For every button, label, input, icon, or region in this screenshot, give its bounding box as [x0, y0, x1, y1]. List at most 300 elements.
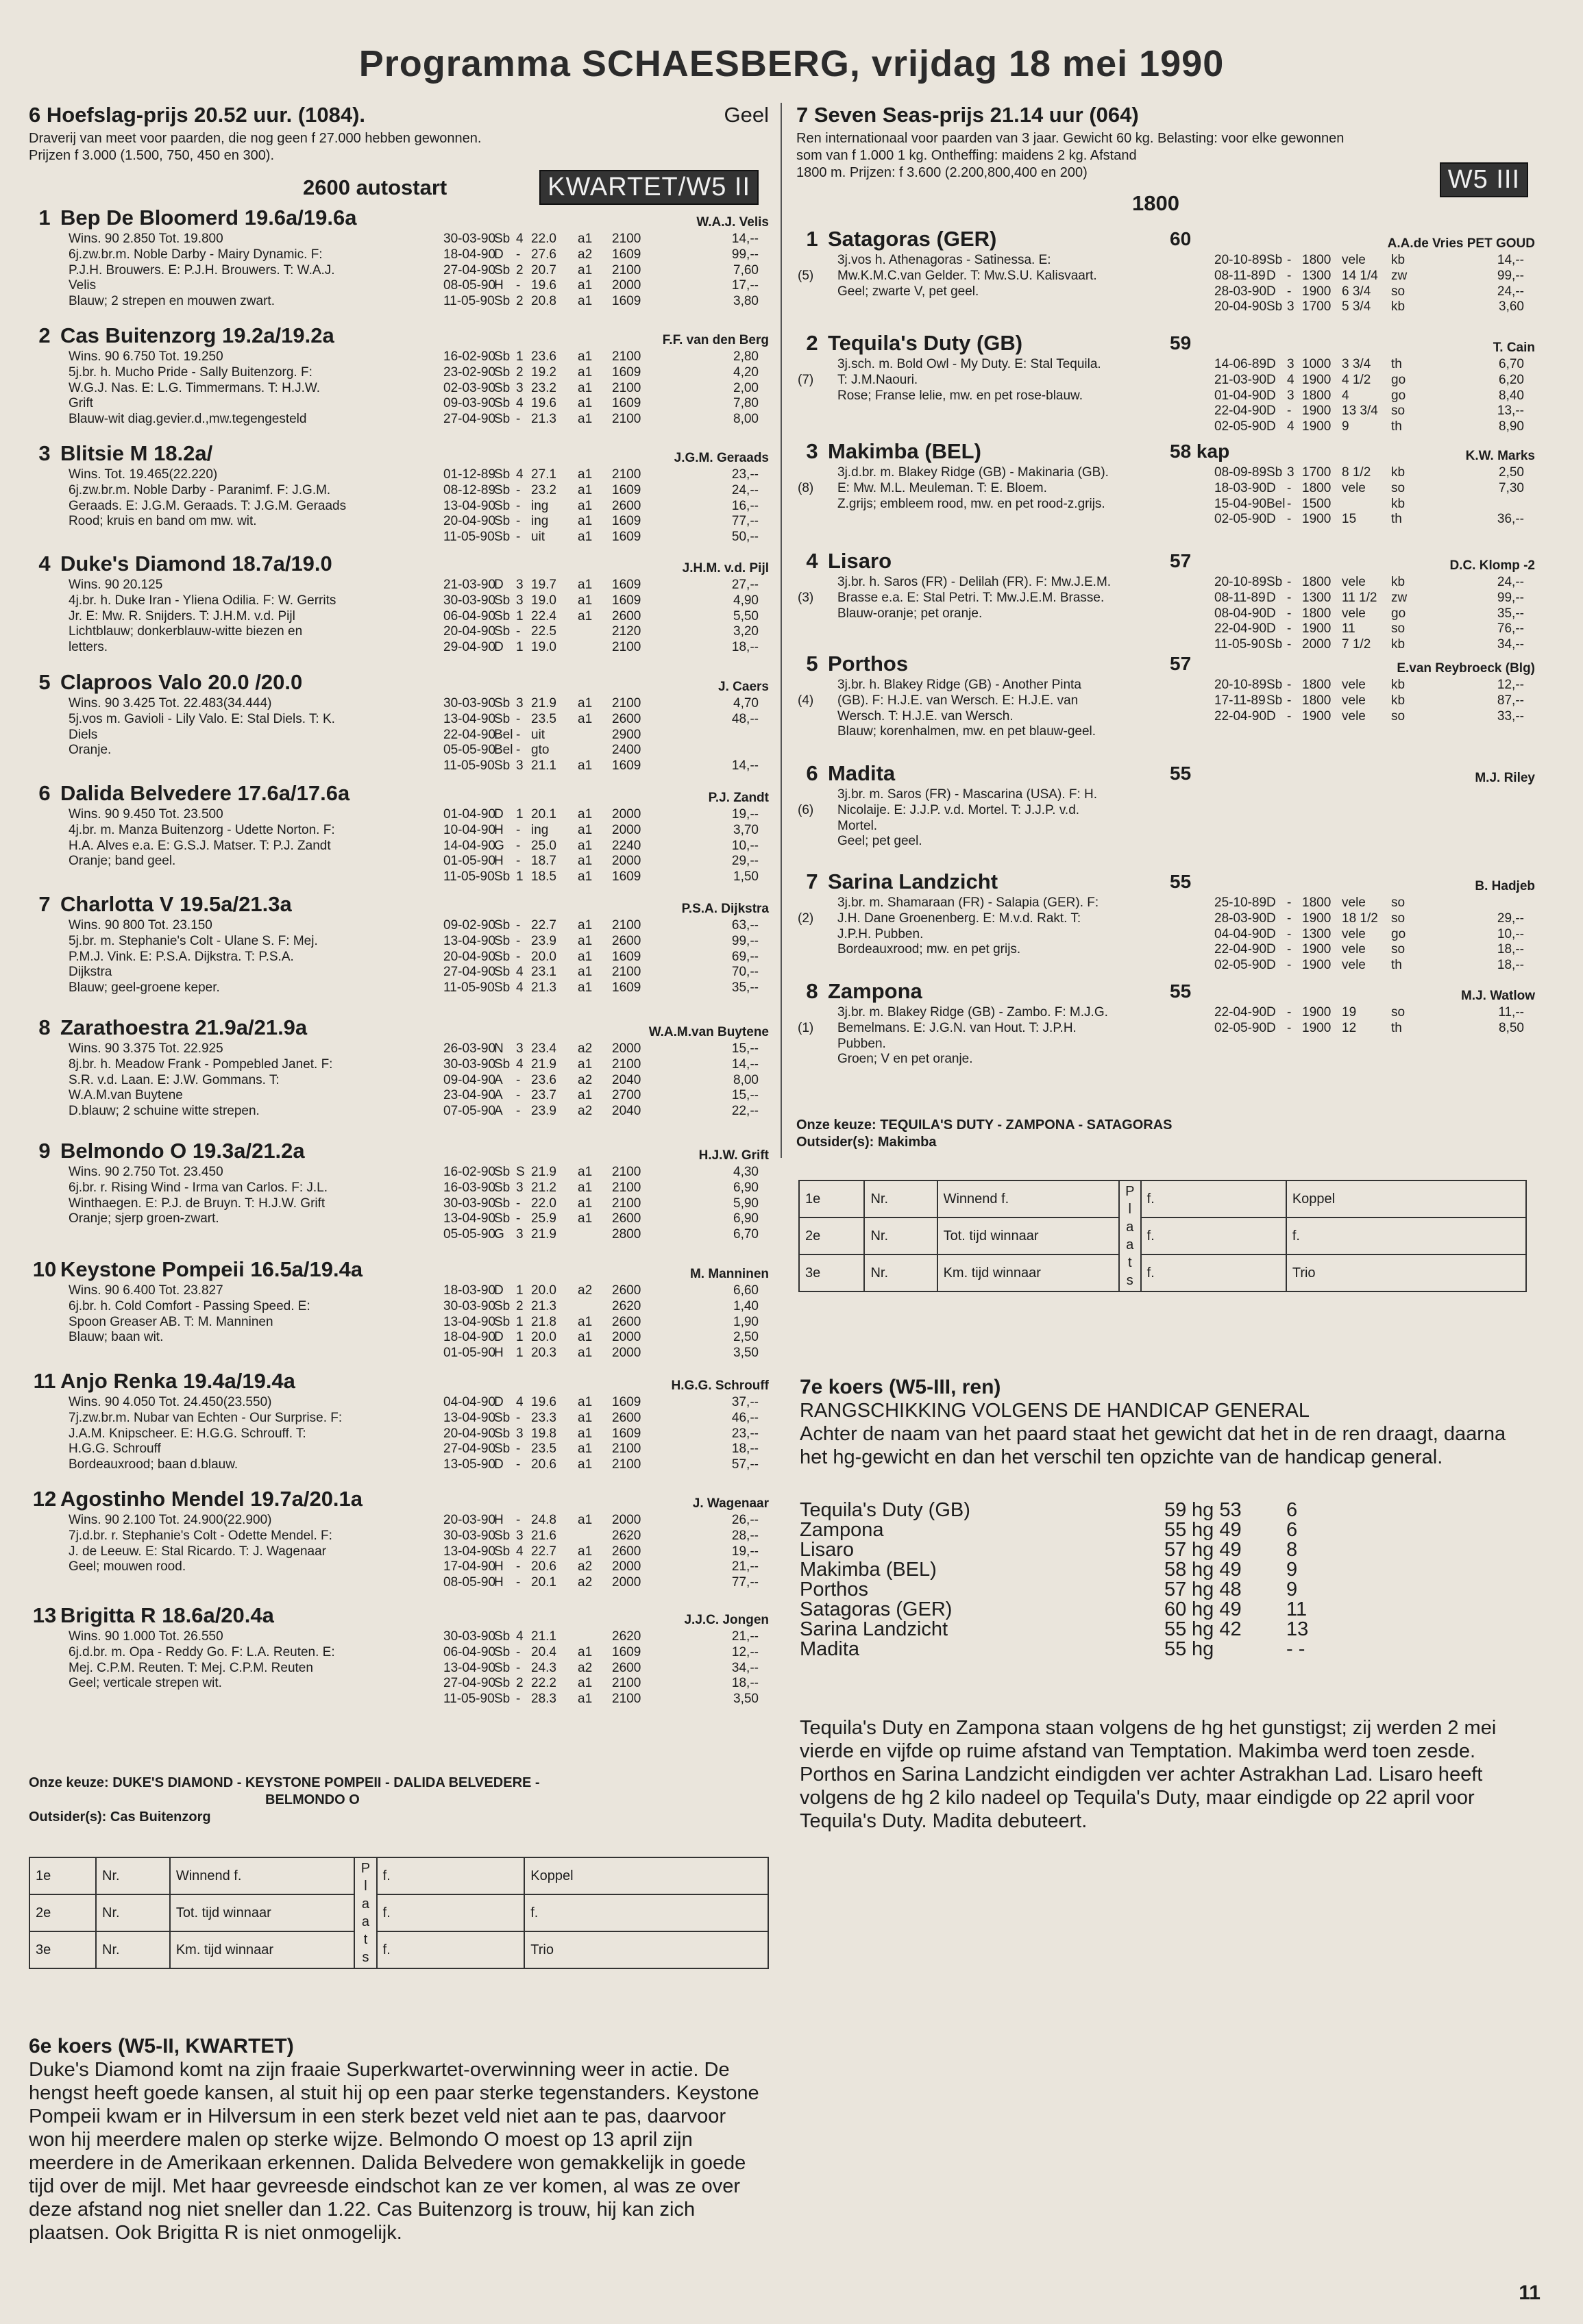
form-cell: 21,-- [731, 1559, 759, 1574]
form-cell: - [516, 918, 521, 932]
form-cell: Sb [494, 1180, 511, 1195]
horse-info-line: 3j.sch. m. Bold Owl - My Duty. E: Stal Tequila. [837, 357, 1101, 371]
form-cell: 3,20 [733, 624, 759, 639]
horse-info-line: 3j.br. h. Blakey Ridge (GB) - Another Pinta [837, 678, 1081, 692]
form-cell: D [1266, 388, 1276, 403]
form-cell: a1 [578, 412, 593, 427]
form-cell: 15,-- [731, 1041, 759, 1056]
form-cell: 13-05-90 [443, 1457, 496, 1472]
form-cell: 22,-- [731, 1104, 759, 1119]
horse-entry [29, 1369, 769, 1482]
form-cell: 22-04-90 [1214, 621, 1267, 636]
form-cell: 19.7 [531, 578, 556, 592]
horse-name [29, 552, 332, 576]
horse-info-line: Wins. 90 20.125 [69, 578, 163, 592]
horse-name [29, 1487, 363, 1511]
horse-entry [29, 1487, 769, 1600]
form-row [443, 1513, 765, 1529]
form-cell: - [516, 949, 521, 964]
horse-title: Makimba (BEL) [828, 439, 981, 463]
form-cell: Sb [494, 482, 511, 497]
form-cell: 3 [516, 578, 524, 592]
form-row [443, 854, 765, 869]
form-cell: 2100 [612, 1196, 641, 1211]
horse-title: Claproos Valo 20.0 /20.0 [60, 670, 303, 694]
form-row [1214, 1005, 1530, 1021]
form-row [443, 1283, 765, 1299]
form-cell: a2 [578, 1660, 593, 1675]
form-cell: th [1391, 512, 1402, 527]
form-row [443, 980, 765, 996]
form-cell: 50,-- [731, 530, 759, 545]
form-cell: - [1287, 512, 1292, 527]
form-cell: - [1287, 1020, 1292, 1035]
form-row [443, 499, 765, 515]
horse-number: 13 [32, 1603, 57, 1627]
horse-info-line: Blauw; geel-groene keper. [69, 980, 220, 996]
form-cell: - [1287, 496, 1292, 511]
horse-title: Cas Buitenzorg 19.2a/19.2a [60, 323, 334, 347]
horse-info [69, 1629, 335, 1692]
form-cell: 2600 [612, 1283, 641, 1298]
horse-info-line: Wins. 90 800 Tot. 23.150 [69, 918, 212, 932]
form-cell: go [1391, 606, 1406, 621]
horse-entry [29, 1139, 769, 1252]
horse-post-position: (7) [798, 373, 814, 387]
form-cell: 2100 [612, 1165, 641, 1179]
horse-trainer: J.G.M. Geraads [674, 451, 769, 465]
form-cell: 22.2 [531, 1676, 556, 1691]
form-cell: 15,-- [731, 1088, 759, 1103]
form-cell: Sb [494, 949, 511, 964]
form-cell: 3 [1287, 299, 1294, 314]
form-cell: 34,-- [731, 1660, 759, 1675]
form-row [443, 593, 765, 609]
form-row [1214, 958, 1530, 974]
form-cell: 14,-- [731, 232, 759, 246]
horse-info-line: T: J.M.Naouri. [837, 372, 918, 387]
form-cell: 25.0 [531, 838, 556, 853]
form-cell: S [516, 1165, 525, 1179]
form-row [443, 839, 765, 854]
form-cell: 02-05-90 [1214, 512, 1267, 527]
form-row [443, 1104, 765, 1120]
horse-name [796, 652, 908, 676]
race7-analysis-intro: Achter de naam van het paard staat het gewicht dat het in de ren draagt, daarna het hg-gewicht en dan het verschil ten opzichte van de handicap general. [800, 1423, 1506, 1468]
horse-info-line: Bordeauxrood; baan d.blauw. [69, 1457, 238, 1472]
form-row [443, 869, 765, 885]
horse-info-line: Groen; V en pet oranje. [837, 1052, 973, 1067]
form-cell: 1300 [1302, 268, 1332, 283]
form-cell: a2 [578, 1575, 593, 1590]
form-cell: - [516, 624, 521, 639]
form-row [443, 1315, 765, 1331]
form-cell: 07-05-90 [443, 1104, 496, 1119]
form-cell: 2000 [612, 807, 641, 821]
form-row [443, 965, 765, 980]
horse-info-line: Oranje; band geel. [69, 854, 176, 869]
handicap-diff: - - [1286, 1638, 1305, 1660]
handicap-diff: 9 [1286, 1579, 1298, 1600]
form-cell: 3,60 [1499, 299, 1524, 314]
horse-form [1214, 575, 1530, 653]
handicap-row [800, 1499, 1298, 1521]
form-cell: - [516, 1211, 521, 1226]
form-cell: so [1391, 404, 1406, 419]
form-cell: vele [1342, 926, 1366, 941]
handicap-weight: 55 [1164, 1519, 1187, 1541]
bet-field [524, 1857, 768, 1894]
form-row [443, 514, 765, 530]
form-cell: 20.6 [531, 1457, 556, 1472]
horse-info-line: 5j.br. h. Mucho Pride - Sally Buitenzorg. F: [69, 364, 312, 380]
form-cell: 25-10-89 [1214, 895, 1267, 910]
form-cell: 21.1 [531, 758, 556, 774]
form-cell: a1 [578, 482, 593, 497]
form-cell: 2000 [612, 1513, 641, 1527]
outsider-value: Cas Buitenzorg [110, 1809, 211, 1825]
bet-field [524, 1931, 768, 1968]
horse-entry [29, 441, 769, 554]
handicap-horse: Lisaro [800, 1539, 854, 1561]
form-cell: 02-03-90 [443, 380, 496, 395]
form-cell: 24,-- [1497, 575, 1524, 589]
form-cell: - [516, 743, 521, 758]
horse-info [69, 349, 320, 428]
form-cell: 2100 [612, 1676, 641, 1691]
outsider-label: Outsider(s): [29, 1809, 107, 1825]
form-cell: 13-04-90 [443, 498, 496, 513]
form-row [443, 609, 765, 625]
form-cell: Sb [494, 349, 511, 364]
horse-info-line: Velis [69, 278, 97, 293]
column-divider [781, 103, 782, 1158]
horse-info-line: 3j.vos h. Athenagoras - Satinessa. E: [837, 253, 1051, 267]
form-row [1214, 927, 1530, 943]
form-cell: 2100 [612, 380, 641, 395]
form-row [443, 1330, 765, 1346]
form-cell: 1800 [1302, 480, 1332, 495]
form-cell: 21-03-90 [1214, 372, 1267, 387]
form-cell: 3,50 [733, 1346, 759, 1361]
form-row [443, 381, 765, 397]
form-cell: 17,-- [731, 278, 759, 293]
form-cell: 28-03-90 [1214, 284, 1267, 299]
handicap-horse: Porthos [800, 1579, 868, 1600]
form-cell: zw [1391, 590, 1408, 605]
form-cell: a1 [578, 1180, 593, 1195]
handicap-diff: 8 [1286, 1539, 1298, 1561]
form-cell: 04-04-90 [1214, 926, 1267, 941]
koppel-label: Koppel [1292, 1191, 1336, 1207]
handicap-row [800, 1618, 1309, 1640]
form-cell: 08-11-89 [1214, 590, 1266, 605]
form-cell: 77,-- [731, 1575, 759, 1590]
form-cell: a1 [578, 965, 593, 980]
race7-our-choice [796, 1117, 1535, 1151]
horse-info-line: Wersch. T: H.J.E. van Wersch. [837, 708, 1014, 724]
horse-title: Charlotta V 19.5a/21.3a [60, 892, 292, 916]
form-cell: a2 [578, 1559, 593, 1574]
handicap-row [800, 1519, 1298, 1541]
handicap-row [800, 1539, 1298, 1561]
form-cell: 6,70 [1499, 357, 1524, 371]
form-cell: 26-03-90 [443, 1041, 496, 1056]
form-row [443, 349, 765, 365]
form-cell: 8,00 [733, 412, 759, 427]
form-row [443, 950, 765, 965]
form-row [443, 1395, 765, 1411]
form-cell: 19,-- [731, 807, 759, 821]
form-cell: D [1266, 590, 1276, 605]
form-cell: 27-04-90 [443, 1442, 496, 1457]
horse-name [796, 979, 922, 1004]
form-cell: A [494, 1104, 503, 1119]
form-cell: 1900 [1302, 1005, 1332, 1019]
horse-trainer: W.A.J. Velis [696, 215, 769, 230]
form-cell: a1 [578, 294, 593, 309]
form-cell: 34,-- [1497, 637, 1524, 652]
form-cell: Sb [1266, 637, 1283, 652]
form-cell: D [1266, 357, 1276, 371]
race6-description [29, 130, 769, 164]
form-cell: 4 [516, 1629, 524, 1644]
form-cell: Sb [494, 1528, 511, 1543]
form-cell: 4 [516, 1056, 524, 1072]
horse-entry [796, 979, 1535, 1082]
horse-info-line: Z.grijs; embleem rood, mw. en pet rood-z.grijs. [837, 496, 1105, 511]
form-cell: Sb [494, 1644, 511, 1659]
form-row [443, 1457, 765, 1473]
form-cell: - [1287, 693, 1292, 708]
form-cell: 06-04-90 [443, 608, 496, 623]
form-cell: a1 [578, 869, 593, 885]
form-cell: 27-04-90 [443, 965, 496, 980]
horse-entry [796, 227, 1535, 330]
horse-title: Keystone Pompeii 16.5a/19.4a [60, 1257, 363, 1281]
race7-analysis-title: 7e koers (W5-III, ren) [800, 1376, 1001, 1398]
horse-info [69, 467, 346, 530]
form-cell: 13-04-90 [443, 1314, 496, 1329]
form-cell: 35,-- [731, 980, 759, 996]
form-cell: 22.0 [531, 1196, 556, 1211]
race7-bet-badge: W5 III [1440, 162, 1528, 197]
form-cell: 33,-- [1497, 708, 1524, 724]
horse-info-line: Geel; zwarte V, pet geel. [837, 284, 979, 299]
form-cell: Sb [1266, 575, 1283, 589]
horse-title: Porthos [828, 652, 909, 676]
page-number: 11 [1519, 2282, 1541, 2304]
form-cell: 23.3 [531, 1410, 556, 1425]
race6-our-choice [29, 1775, 769, 1826]
form-cell: vele [1342, 708, 1366, 724]
form-row [1214, 621, 1530, 637]
form-cell: 14,-- [731, 1056, 759, 1072]
handicap-hg: hg 49 [1192, 1539, 1242, 1561]
horse-form [443, 1283, 765, 1361]
form-cell: a2 [578, 1104, 593, 1119]
form-cell: 1609 [612, 482, 641, 497]
horse-info-line: Rose; Franse lelie, mw. en pet rose-blauw. [837, 388, 1083, 403]
race7-title: 7 Seven Seas-prijs 21.14 uur (064) [796, 103, 1139, 127]
handicap-hg: hg 53 [1192, 1499, 1242, 1521]
race7-result-form [798, 1180, 1527, 1286]
horse-title: Agostinho Mendel 19.7a/20.1a [60, 1487, 363, 1511]
form-cell: vele [1342, 693, 1366, 708]
horse-info-line: J.H. Dane Groenenberg. E: M.v.d. Rakt. T: [837, 911, 1081, 926]
form-cell: 21.9 [531, 1056, 556, 1072]
horse-form [1214, 357, 1530, 435]
form-cell: Sb [494, 364, 511, 380]
horse-info [837, 253, 1097, 299]
form-cell: Sb [494, 608, 511, 623]
form-cell: - [1287, 895, 1292, 910]
form-cell: Sb [494, 1056, 511, 1072]
form-cell: 01-04-90 [1214, 388, 1267, 403]
form-cell: Sb [1266, 253, 1283, 267]
form-cell: 1,40 [733, 1298, 759, 1313]
form-cell: 20-04-90 [443, 1426, 496, 1441]
handicap-weight: 59 [1164, 1499, 1187, 1521]
form-cell: 5,50 [733, 608, 759, 623]
form-cell: vele [1342, 480, 1366, 495]
horse-name [29, 670, 302, 695]
form-cell: 4 [516, 396, 524, 411]
form-cell: Sb [494, 933, 511, 948]
form-cell: 1900 [1302, 284, 1332, 299]
horse-title: Tequila's Duty (GB) [828, 331, 1023, 355]
form-cell: Sb [494, 1211, 511, 1226]
form-cell: 1700 [1302, 299, 1332, 314]
form-cell: 3 [516, 758, 524, 774]
form-cell: a1 [578, 1513, 593, 1527]
form-row [443, 712, 765, 728]
horse-info-line: Wins. 90 6.400 Tot. 23.827 [69, 1283, 223, 1298]
form-cell: - [1287, 404, 1292, 419]
form-cell: 1609 [612, 593, 641, 608]
horse-title: Lisaro [828, 549, 892, 573]
form-cell: Sb [494, 1314, 511, 1329]
horse-weight: 60 [1170, 228, 1192, 249]
form-cell: a1 [578, 854, 593, 869]
form-cell: 16-02-90 [443, 1165, 496, 1179]
horse-entry [796, 869, 1535, 972]
plaats-label: P l a a t s [1119, 1180, 1141, 1291]
horse-post-position: (2) [798, 911, 814, 926]
horse-info-line: Wins. 90 4.050 Tot. 24.450(23.550) [69, 1395, 272, 1409]
form-cell: 2000 [612, 1559, 641, 1574]
form-cell: a1 [578, 1395, 593, 1409]
form-cell: 63,-- [731, 918, 759, 932]
form-row [443, 1692, 765, 1707]
form-cell: 23-04-90 [443, 1088, 496, 1103]
horse-name [29, 892, 292, 917]
horse-info-line: Bordeauxrood; mw. en pet grijs. [837, 942, 1021, 957]
form-row [443, 823, 765, 839]
form-cell: D [1266, 512, 1276, 527]
form-cell: 23.4 [531, 1041, 556, 1056]
form-row [1214, 404, 1530, 419]
form-cell: 17-04-90 [443, 1559, 496, 1574]
form-cell: 30-03-90 [443, 696, 496, 710]
form-cell: - [516, 711, 521, 726]
form-cell: 13 3/4 [1342, 404, 1378, 419]
horse-weight: 55 [1170, 980, 1192, 1002]
form-cell: 23,-- [731, 1426, 759, 1441]
bet-field [1286, 1254, 1526, 1291]
form-cell: 2120 [612, 624, 641, 639]
form-cell: a1 [578, 514, 593, 529]
form-cell: 5,90 [733, 1196, 759, 1211]
form-cell: 18,-- [731, 1676, 759, 1691]
form-cell: 1 [516, 640, 524, 655]
form-cell: 4 [1342, 388, 1349, 403]
form-row [443, 1411, 765, 1426]
form-cell: 48,-- [731, 711, 759, 726]
form-cell: - [516, 482, 521, 497]
horse-info-line: S.R. v.d. Laan. E: J.W. Gommans. T: [69, 1072, 280, 1087]
number-label: Nr. [864, 1217, 937, 1254]
horse-name [796, 869, 998, 894]
form-row [1214, 637, 1530, 653]
form-cell: vele [1342, 575, 1366, 589]
horse-info-line: Nicolaije. E: J.J.P. v.d. Mortel. T: J.J.P. v.d. [837, 802, 1080, 817]
horse-title: Brigitta R 18.6a/20.4a [60, 1603, 274, 1627]
form-cell: 1609 [612, 1426, 641, 1441]
form-cell: 2000 [612, 854, 641, 869]
form-cell: - [516, 247, 521, 262]
form-cell: so [1391, 708, 1406, 724]
race7-distance: 1800 [1132, 191, 1179, 215]
form-cell: 1609 [612, 1395, 641, 1409]
form-cell: 2400 [612, 743, 641, 758]
horse-form [443, 578, 765, 656]
form-cell: 57,-- [731, 1457, 759, 1472]
handicap-row [800, 1559, 1298, 1581]
form-cell: 01-12-89 [443, 467, 496, 482]
form-cell: 1900 [1302, 942, 1332, 957]
form-cell: - [516, 727, 521, 742]
form-cell: Sb [494, 696, 511, 710]
horse-name [29, 1139, 305, 1163]
form-cell: - [516, 838, 521, 853]
form-cell: 1800 [1302, 895, 1332, 910]
horse-info-line: Wins. 90 6.750 Tot. 19.250 [69, 349, 223, 364]
horse-info-line: 5j.br. m. Stephanie's Colt - Ulane S. F: Mej. [69, 933, 318, 948]
horse-number: 8 [38, 1015, 51, 1039]
form-cell: 21.3 [531, 412, 556, 427]
horse-info-line: P.J.H. Brouwers. E: P.J.H. Brouwers. T: W.A.J. [69, 262, 335, 277]
form-cell: 30-03-90 [443, 1629, 496, 1644]
form-cell: Sb [494, 1196, 511, 1211]
form-cell: - [516, 1559, 521, 1574]
result-field-label: Tot. tijd winnaar [937, 1217, 1119, 1254]
horse-entry [29, 552, 769, 665]
form-row [443, 483, 765, 499]
horse-entry [29, 670, 769, 783]
form-cell: 20.6 [531, 1559, 556, 1574]
form-cell: 2 [516, 1676, 524, 1691]
horse-form [1214, 678, 1530, 724]
form-cell: 1 [516, 1314, 524, 1329]
form-cell: 21.3 [531, 980, 556, 996]
form-cell: 4 [516, 467, 524, 482]
horse-post-position: (6) [798, 803, 814, 817]
form-cell: - [1287, 575, 1292, 589]
horse-info-line: Wins. 90 9.450 Tot. 23.500 [69, 807, 223, 821]
form-cell: a1 [578, 278, 593, 293]
form-row [443, 1299, 765, 1315]
